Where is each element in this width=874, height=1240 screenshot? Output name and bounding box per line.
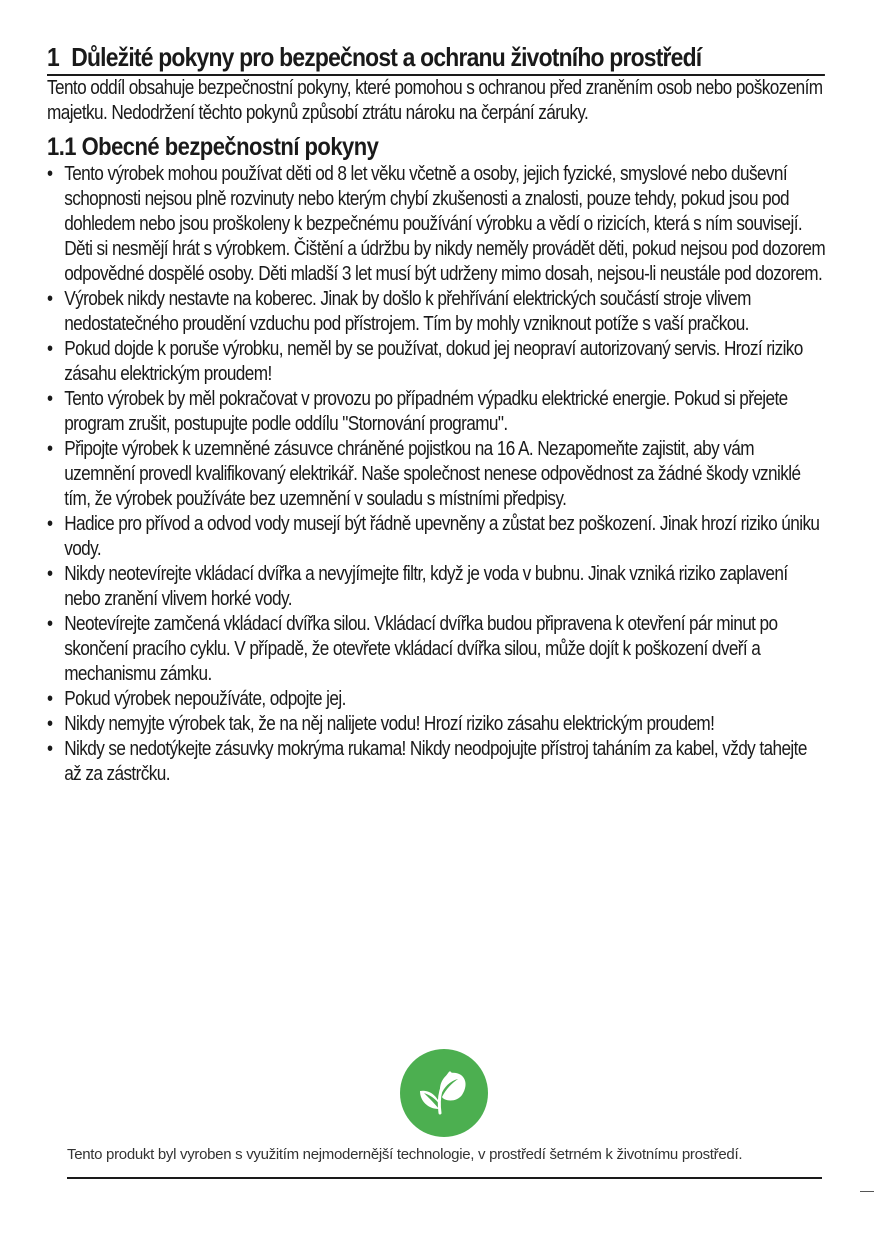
- footer-divider: [67, 1177, 822, 1179]
- list-item: • Nikdy se nedotýkejte zásuvky mokrýma rukama! Nikdy neodpojujte přístroj taháním za kabel, vždy tahejte až za zástrčku.: [47, 737, 827, 787]
- safety-list: [47, 162, 827, 787]
- section-body: [47, 76, 827, 126]
- section-title: [47, 40, 825, 76]
- leaf-eco-icon: [400, 1049, 488, 1137]
- list-item: • Připojte výrobek k uzemněné zásuvce chráněné pojistkou na 16 A. Nezapomeňte zajistit, aby vám uzemnění provedl kvalifikovaný elektrikář. Naše společnost nenese odpovědnost za žádné škody vzniklé tím, že výrobek používáte bez uzemnění v souladu s místními předpisy.: [47, 437, 827, 512]
- list-item: • Tento výrobek mohou používat děti od 8 let věku včetně a osoby, jejich fyzické, smyslové nebo duševní schopnosti nejsou plně rozvinuty nebo kterým chybí zkušenosti a znalosti, pouze tehdy, pokud jsou pod dohledem nebo jsou proškoleny k bezpečnému používání výrobku a vědí o rizicích, která s ním souvisejí. Děti si nesmějí hrát s výrobkem. Čištění a údržbu by nikdy neměly provádět děti, pokud nejsou pod dozorem odpovědné dospělé osoby. Děti mladší 3 let musí být udrženy mimo dosah, nejsou-li neustále pod dozorem.: [47, 162, 827, 287]
- list-item: • Nikdy neotevírejte vkládací dvířka a nevyjímejte filtr, když je voda v bubnu. Jinak vzniká riziko zaplavení nebo zranění vlivem horké vody.: [47, 562, 827, 612]
- page-edge-mark: [860, 1191, 874, 1192]
- section-number: 1: [47, 42, 59, 72]
- list-item: • Pokud dojde k poruše výrobku, neměl by se používat, dokud jej neopraví autorizovaný servis. Hrozí riziko zásahu elektrickým proudem!: [47, 337, 827, 387]
- list-item: • Tento výrobek by měl pokračovat v provozu po případném výpadku elektrické energie. Pokud si přejete program zrušit, postupujte podle oddílu "Stornování programu".: [47, 387, 827, 437]
- subsection-body: [47, 162, 827, 787]
- section-intro: Tento oddíl obsahuje bezpečnostní pokyny, které pomohou s ochranou před zraněním osob nebo poškozením majetku. Nedodržení těchto pokynů způsobí ztrátu nároku na čerpání záruky.: [47, 77, 823, 124]
- section-title-text: Důležité pokyny pro bezpečnost a ochranu životního prostředí: [71, 42, 702, 72]
- list-item: • Hadice pro přívod a odvod vody musejí být řádně upevněny a zůstat bez poškození. Jinak hrozí riziko úniku vody.: [47, 512, 827, 562]
- footer-note: Tento produkt byl vyroben s využitím nejmodernější technologie, v prostředí šetrném k životnímu prostředí.: [67, 1146, 743, 1163]
- document-page: [47, 40, 829, 787]
- list-item: • Nikdy nemyjte výrobek tak, že na něj nalijete vodu! Hrozí riziko zásahu elektrickým proudem!: [47, 712, 827, 737]
- list-item: • Neotevírejte zamčená vkládací dvířka silou. Vkládací dvířka budou připravena k otevření pár minut po skončení pracího cyklu. V případě, že otevřete vkládací dvířka silou, může dojít k poškození dveří a mechanismu zámku.: [47, 612, 827, 687]
- subsection-title: 1.1 Obecné bezpečnostní pokyny: [47, 133, 379, 161]
- list-item: • Pokud výrobek nepoužíváte, odpojte jej.: [47, 687, 827, 712]
- list-item: • Výrobek nikdy nestavte na koberec. Jinak by došlo k přehřívání elektrických součástí stroje vlivem nedostatečného proudění vzduchu pod přístrojem. Tím by mohly vzniknout potíže s vaší pračkou.: [47, 287, 827, 337]
